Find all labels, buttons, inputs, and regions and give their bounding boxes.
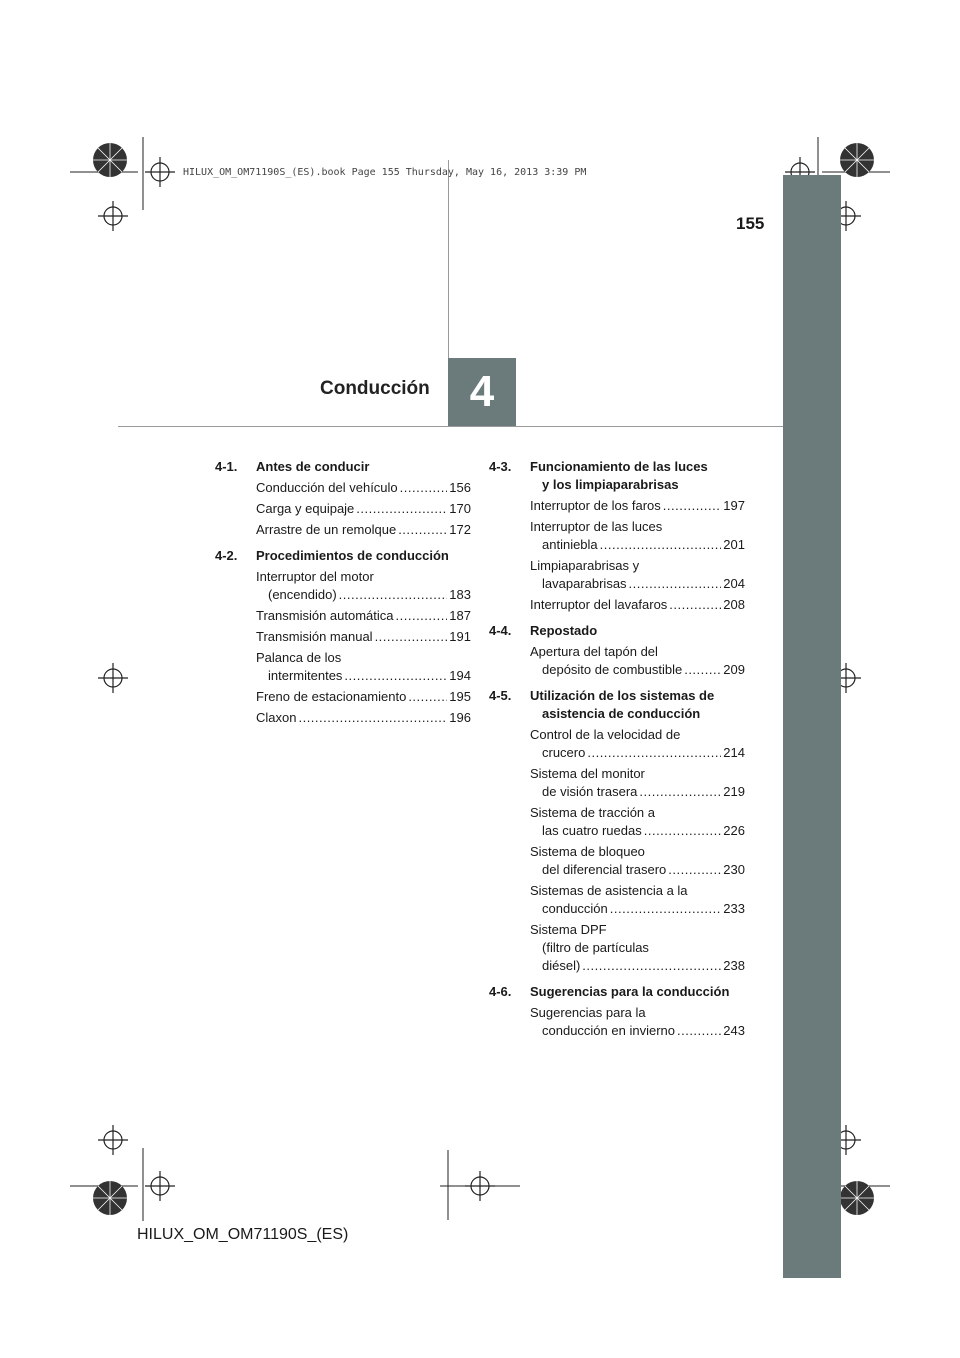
toc-entry[interactable] [530, 843, 745, 879]
entry-page: 233 [723, 901, 745, 916]
entry-title: las cuatro ruedas [542, 823, 642, 838]
section-number: 4-6. [489, 984, 512, 999]
toc-section[interactable] [215, 547, 471, 565]
entry-title: antiniebla [542, 537, 598, 552]
section-number: 4-2. [215, 548, 238, 563]
entry-page: 194 [449, 668, 471, 683]
entry-page: 201 [723, 537, 745, 552]
entry-title-line: Sistemas de asistencia a la [530, 883, 688, 898]
footer-doc-code: HILUX_OM_OM71190S_(ES) [137, 1226, 349, 1243]
section-title: Funcionamiento de las luces [530, 459, 708, 474]
toc-entry[interactable] [530, 1004, 745, 1040]
entry-page: 191 [449, 629, 471, 644]
entry-title: Arrastre de un remolque [256, 522, 397, 537]
starburst-marks [93, 143, 874, 1215]
toc-entry[interactable] [256, 688, 471, 706]
section-number: 4-4. [489, 623, 512, 638]
toc-section[interactable] [489, 622, 745, 640]
entry-page: 156 [449, 480, 471, 495]
entry-title-line: Sistema de bloqueo [530, 844, 645, 859]
toc-entry[interactable] [530, 882, 745, 918]
section-title-cont: y los limpiaparabrisas [542, 477, 679, 492]
section-title: Antes de conducir [256, 459, 370, 474]
toc-entry[interactable] [530, 518, 745, 554]
entry-title: Interruptor de los faros [530, 498, 661, 513]
entry-title: conducción [542, 901, 608, 916]
entry-title: Claxon [256, 710, 297, 725]
section-title: Sugerencias para la conducción [530, 984, 730, 999]
entry-page: 214 [723, 745, 745, 760]
toc-entry[interactable] [530, 921, 745, 975]
entry-title-line: Sistema de tracción a [530, 805, 656, 820]
section-title: Procedimientos de conducción [256, 548, 449, 563]
toc-entry[interactable] [256, 521, 471, 539]
entry-page: 204 [723, 576, 745, 591]
entry-page: 226 [723, 823, 745, 838]
entry-page: 219 [723, 784, 745, 799]
entry-title-line: Palanca de los [256, 650, 342, 665]
entry-title: lavaparabrisas [542, 576, 627, 591]
section-number: 4-5. [489, 688, 512, 703]
toc-entry[interactable] [256, 479, 471, 497]
entry-title: crucero [542, 745, 586, 760]
entry-title-line: Sistema del monitor [530, 766, 645, 781]
chapter-number-box [448, 358, 516, 426]
registration-marks [98, 157, 861, 1201]
entry-title: Transmisión manual [256, 629, 373, 644]
toc-section[interactable] [489, 458, 745, 494]
entry-page: 172 [449, 522, 471, 537]
toc-left-column [215, 458, 471, 730]
entry-title-line: Sugerencias para la [530, 1005, 646, 1020]
section-title: Utilización de los sistemas de [530, 688, 715, 703]
entry-page: 196 [449, 710, 471, 725]
toc-section[interactable] [489, 687, 745, 723]
entry-page: 238 [723, 958, 745, 973]
entry-title-line: Sistema DPF [530, 922, 607, 937]
entry-page: 183 [449, 587, 471, 602]
divider-horizontal [118, 426, 783, 427]
entry-title: (encendido) [268, 587, 337, 602]
entry-title: Interruptor del lavafaros [530, 597, 668, 612]
toc-entry[interactable] [256, 568, 471, 604]
entry-page: 208 [723, 597, 745, 612]
entry-title: Freno de estacionamiento [256, 689, 407, 704]
entry-page: 209 [723, 662, 745, 677]
book-stamp: HILUX_OM_OM71190S_(ES).book Page 155 Thursday, May 16, 2013 3:39 PM [183, 167, 587, 178]
entry-title: Transmisión automática [256, 608, 394, 623]
entry-title: diésel) [542, 958, 581, 973]
entry-page: 230 [723, 862, 745, 877]
entry-title: intermitentes [268, 668, 343, 683]
toc-entry[interactable] [256, 649, 471, 685]
chapter-title: Conducción [320, 378, 430, 399]
section-number: 4-3. [489, 459, 512, 474]
page-number: 155 [736, 214, 765, 233]
entry-title-line: Interruptor de las luces [530, 519, 663, 534]
toc-right-column [489, 458, 745, 1043]
toc-entry[interactable] [530, 596, 745, 614]
entry-title-line: (filtro de partículas [542, 940, 649, 955]
toc-entry[interactable] [256, 709, 471, 727]
entry-page: 195 [449, 689, 471, 704]
toc-entry[interactable] [530, 557, 745, 593]
toc-entry[interactable] [530, 643, 745, 679]
toc-section[interactable] [215, 458, 471, 476]
entry-page: 170 [449, 501, 471, 516]
entry-title: Conducción del vehículo [256, 480, 398, 495]
entry-title: depósito de combustible [542, 662, 683, 677]
entry-title-line: Control de la velocidad de [530, 727, 681, 742]
section-title: Repostado [530, 623, 598, 638]
entry-title-line: Limpiaparabrisas y [530, 558, 640, 573]
toc-entry[interactable] [530, 726, 745, 762]
chapter-number: 4 [469, 367, 495, 416]
toc-entry[interactable] [530, 765, 745, 801]
toc-section[interactable] [489, 983, 745, 1001]
toc-entry[interactable] [530, 497, 745, 515]
toc-entry[interactable] [530, 804, 745, 840]
toc-entry[interactable] [256, 500, 471, 518]
entry-page: 187 [449, 608, 471, 623]
entry-page: 197 [723, 498, 745, 513]
toc-entry[interactable] [256, 607, 471, 625]
section-number: 4-1. [215, 459, 238, 474]
entry-title: de visión trasera [542, 784, 638, 799]
chapter-side-band [783, 175, 841, 1278]
entry-page: 243 [723, 1023, 745, 1038]
toc-entry[interactable] [256, 628, 471, 646]
entry-title-line: Interruptor del motor [256, 569, 374, 584]
divider-vertical [448, 160, 449, 358]
entry-title-line: Apertura del tapón del [530, 644, 658, 659]
entry-title: Carga y equipaje [256, 501, 355, 516]
entry-title: conducción en invierno [542, 1023, 675, 1038]
section-title-cont: asistencia de conducción [542, 706, 701, 721]
entry-title: del diferencial trasero [542, 862, 667, 877]
